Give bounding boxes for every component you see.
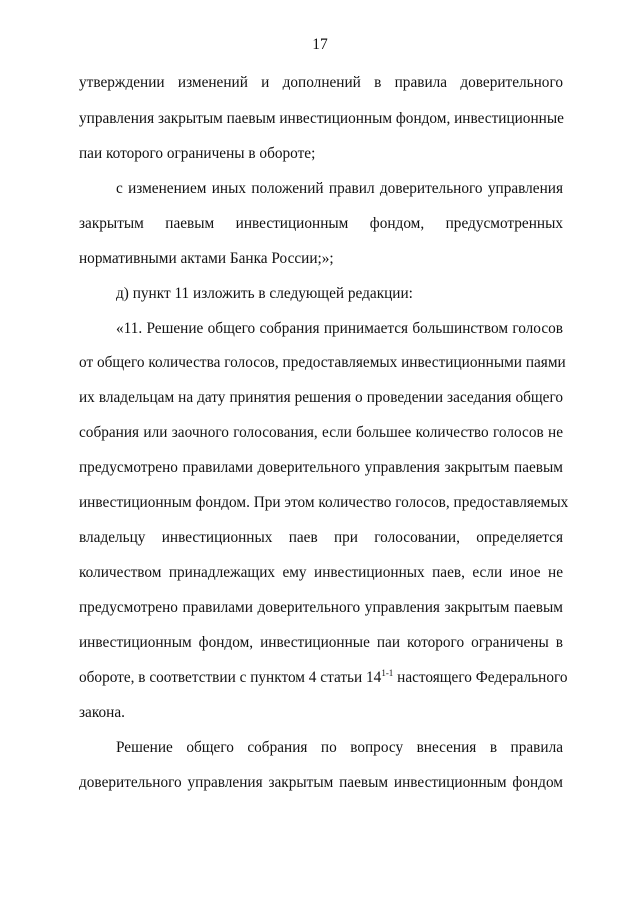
text-line: закона. (79, 704, 125, 721)
text-line: утверждении изменений и дополнений в правила доверительного (79, 74, 563, 91)
text-line-with-superscript (79, 668, 568, 687)
text-line: паи которого ограничены в обороте; (79, 145, 316, 162)
text-segment: настоящего Федерального (393, 669, 568, 686)
text-line: инвестиционным фондом, инвестиционные паи которого ограничены в (79, 634, 563, 651)
text-line: закрытым паевым инвестиционным фондом, предусмотренных (79, 215, 563, 232)
text-line: «11. Решение общего собрания принимается большинством голосов (116, 320, 563, 337)
text-line: д) пункт 11 изложить в следующей редакции: (116, 285, 413, 302)
text-line: Решение общего собрания по вопросу внесения в правила (116, 739, 563, 756)
text-line: предусмотрено правилами доверительного управления закрытым паевым (79, 459, 563, 476)
text-line: количеством принадлежащих ему инвестиционных паев, если иное не (79, 564, 563, 581)
text-line: инвестиционным фондом. При этом количество голосов, предоставляемых (79, 494, 569, 511)
page-number: 17 (312, 36, 328, 53)
text-segment: обороте, в соответствии с пунктом 4 статьи 14 (79, 669, 382, 686)
superscript: 1-1 (381, 668, 394, 678)
text-line: с изменением иных положений правил доверительного управления (116, 180, 563, 197)
text-line: их владельцам на дату принятия решения о проведении заседания общего (79, 389, 563, 406)
text-line: от общего количества голосов, предоставляемых инвестиционными паями (79, 354, 566, 371)
text-line: собрания или заочного голосования, если большее количество голосов не (79, 424, 563, 441)
text-line: владельцу инвестиционных паев при голосовании, определяется (79, 529, 563, 546)
text-line: управления закрытым паевым инвестиционным фондом, инвестиционные (79, 110, 564, 127)
text-line: доверительного управления закрытым паевым инвестиционным фондом (79, 774, 563, 791)
text-line: нормативными актами Банка России;»; (79, 250, 334, 267)
text-line: предусмотрено правилами доверительного управления закрытым паевым (79, 599, 563, 616)
